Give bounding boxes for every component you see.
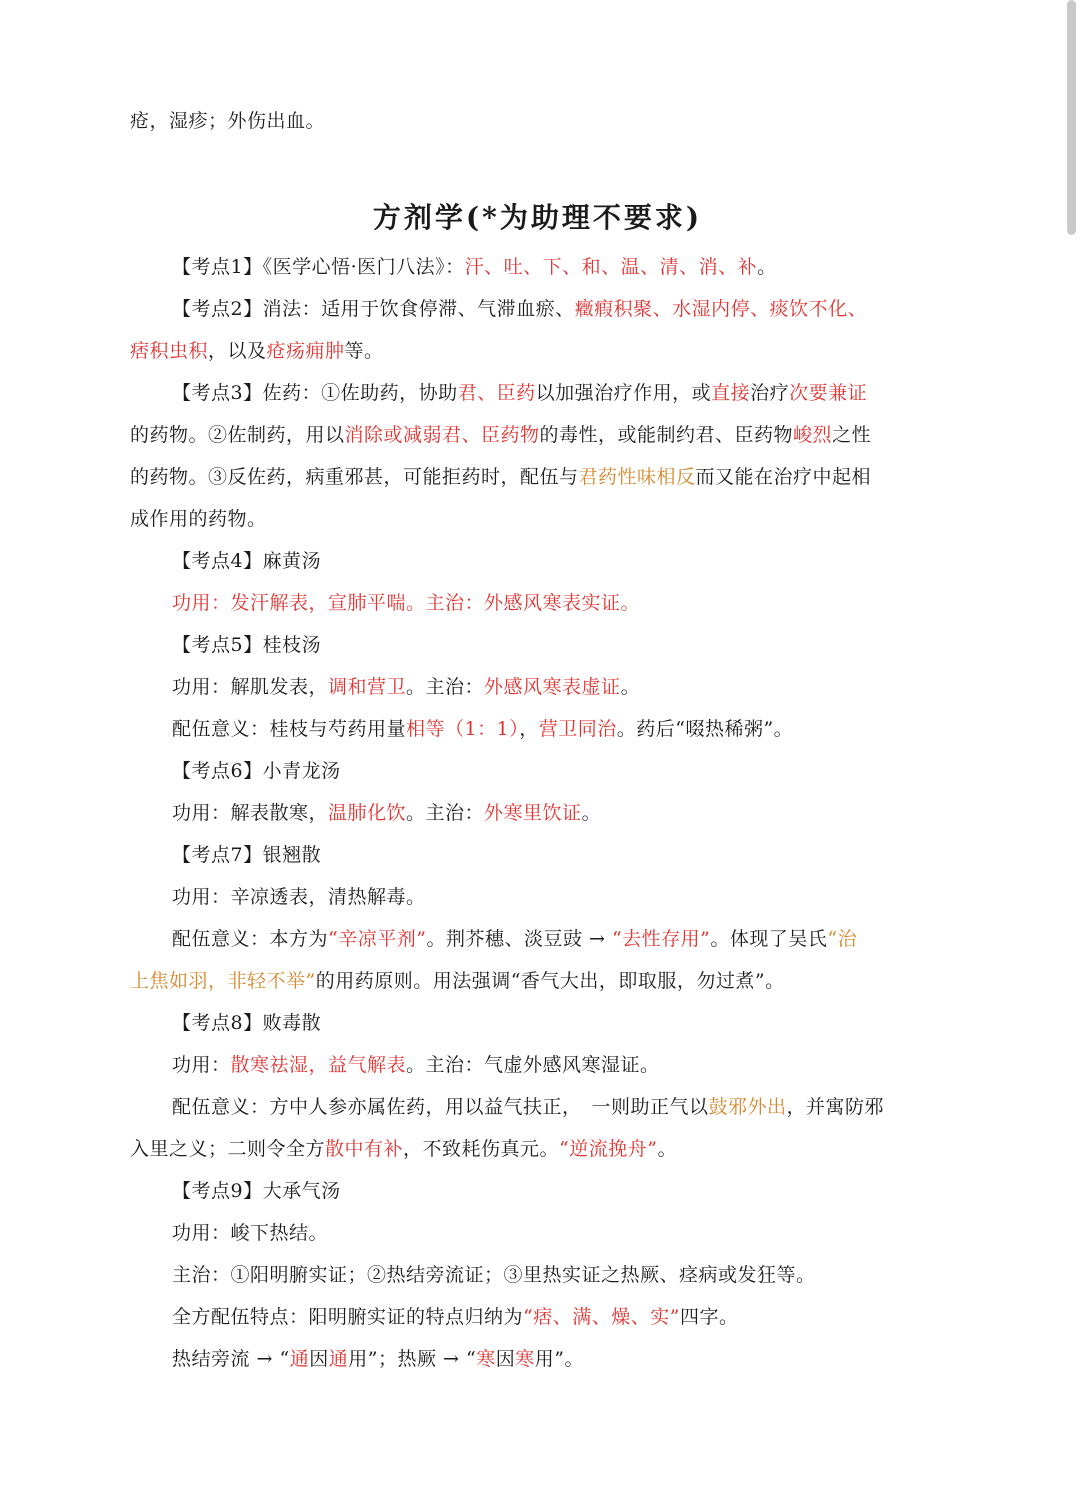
text-line [130, 876, 945, 918]
text-line [130, 372, 945, 414]
text-segment: 治疗 [750, 382, 790, 404]
text-segment: ，以及 [208, 340, 267, 362]
text-line [130, 330, 945, 372]
highlight-text: 相等（1：1） [406, 718, 520, 740]
text-line [130, 1128, 945, 1170]
text-segment: 之性 [832, 424, 872, 446]
highlight-text: 直接 [711, 382, 751, 404]
text-segment: 因 [309, 1348, 329, 1370]
text-segment: 。体现了吴氏 [710, 928, 828, 950]
highlight-text: 散中有补 [325, 1138, 404, 1160]
highlight-text: 汗、吐、下、和、温、清、消、补 [464, 256, 758, 278]
text-segment: 配伍意义：本方为 [172, 928, 329, 950]
text-line [130, 1212, 945, 1254]
text-segment: 的用药原则。用法强调“香气大出，即取服，勿过煮”。 [315, 970, 785, 992]
text-line [130, 1254, 945, 1296]
text-segment: 【考点4】麻黄汤 [172, 550, 322, 572]
text-segment: 功用：峻下热结。 [172, 1222, 329, 1244]
text-segment: 【考点8】败毒散 [172, 1012, 322, 1034]
highlight-text: 外感风寒表虚证 [484, 676, 621, 698]
text-line [130, 100, 945, 142]
text-segment: 配伍意义：方中人参亦属佐药，用以益气扶正， 一则助正气以 [172, 1096, 709, 1118]
text-segment: 等。 [344, 340, 384, 362]
text-segment: 。 [620, 676, 641, 698]
text-segment: 四字。 [679, 1306, 739, 1328]
text-line [130, 246, 945, 288]
text-line [130, 792, 945, 834]
highlight-text: 疮疡痈肿 [266, 340, 345, 362]
document-content [130, 100, 945, 1380]
text-segment: 。主治： [406, 802, 485, 824]
text-segment: 【考点1】《医学心悟·医门八法》： [172, 256, 465, 278]
text-segment: 功用：解肌发表， [172, 676, 329, 698]
text-line [130, 1170, 945, 1212]
highlight-text: 癥瘕积聚、水湿内停、痰饮不化、 [574, 298, 868, 320]
text-line [130, 1086, 945, 1128]
text-line [130, 1296, 945, 1338]
text-segment: 【考点6】小青龙汤 [172, 760, 341, 782]
text-line [130, 834, 945, 876]
text-segment: 。荆芥穗、淡豆豉 → [426, 928, 612, 950]
highlight-text: “辛凉平剂” [328, 928, 427, 950]
text-line [130, 540, 945, 582]
text-segment: 功用：解表散寒， [172, 802, 329, 824]
text-segment: 功用： [172, 1054, 231, 1076]
text-segment: 【考点9】大承气汤 [172, 1180, 341, 1202]
highlight-text: 鼓邪外出 [708, 1096, 787, 1118]
highlight-text: 营卫同治 [538, 718, 617, 740]
text-line [130, 1002, 945, 1044]
highlight-text: 痞积虫积 [130, 340, 209, 362]
text-line [130, 708, 945, 750]
highlight-text: 寒 [476, 1348, 496, 1370]
text-segment: 因 [495, 1348, 516, 1370]
scrollbar-thumb[interactable] [1067, 0, 1076, 235]
text-segment: ，不致耗伤真元。 [403, 1138, 560, 1160]
text-segment: 配伍意义：桂枝与芍药用量 [172, 718, 407, 740]
text-segment: 的药物。②佐制药，用以 [130, 424, 345, 446]
text-segment: 【考点2】消法：适用于饮食停滞、气滞血瘀、 [172, 298, 575, 320]
text-segment: 热结旁流 → “ [172, 1348, 290, 1370]
text-segment: 【考点7】银翘散 [172, 844, 322, 866]
text-line [130, 498, 945, 540]
text-segment: 。 [581, 802, 602, 824]
text-line [130, 918, 945, 960]
text-line [130, 456, 945, 498]
highlight-text: 次要兼证 [789, 382, 868, 404]
text-segment: 疮，湿疹；外伤出血。 [130, 110, 326, 132]
text-segment: 全方配伍特点：阳明腑实证的特点归纳为 [172, 1306, 524, 1328]
highlight-text: 温肺化饮 [328, 802, 407, 824]
text-line [130, 414, 945, 456]
highlight-text: 功用：发汗解表，宣肺平喘。主治：外感风寒表实证。 [172, 592, 641, 614]
text-segment: 主治：①阳明腑实证；②热结旁流证；③里热实证之热厥、痉病或发狂等。 [172, 1264, 816, 1286]
text-segment: ， [519, 718, 539, 740]
highlight-text: “治 [827, 928, 858, 950]
text-line [130, 288, 945, 330]
text-segment: 。药后“啜热稀粥”。 [616, 718, 794, 740]
text-segment: 的药物。③反佐药，病重邪甚，可能拒药时，配伍与 [130, 466, 579, 488]
highlight-text: “痞、满、燥、实” [523, 1306, 680, 1328]
highlight-text: 君、臣药 [457, 382, 536, 404]
highlight-text: 通 [289, 1348, 310, 1370]
highlight-text: 上焦如羽，非轻不举” [130, 970, 316, 992]
text-segment: 入里之义；二则令全方 [130, 1138, 326, 1160]
text-line [130, 624, 945, 666]
text-segment: ，并寓防邪 [786, 1096, 885, 1118]
highlight-text: 调和营卫 [328, 676, 407, 698]
text-segment: 。 [757, 256, 777, 278]
text-segment: 。主治：气虚外感风寒湿证。 [406, 1054, 660, 1076]
text-segment: 用”；热厥 → “ [348, 1348, 477, 1370]
text-line [130, 582, 945, 624]
highlight-text: 外寒里饮证 [484, 802, 582, 824]
highlight-text: “去性存用” [611, 928, 711, 950]
text-segment: 。主治： [406, 676, 485, 698]
text-line [130, 666, 945, 708]
text-line [130, 1044, 945, 1086]
text-segment: 成作用的药物。 [130, 508, 267, 530]
text-segment: 功用：辛凉透表，清热解毒。 [172, 886, 426, 908]
highlight-text: “逆流挽舟” [559, 1138, 658, 1160]
highlight-text: 君药性味相反 [578, 466, 696, 488]
highlight-text: 消除或减弱君、臣药物 [344, 424, 540, 446]
text-line [130, 750, 945, 792]
highlight-text: 散寒祛湿，益气解表 [230, 1054, 407, 1076]
text-segment: 【考点3】佐药：①佐助药，协助 [172, 382, 458, 404]
text-line [130, 1338, 945, 1380]
text-segment: 而又能在治疗中起相 [695, 466, 872, 488]
highlight-text: 通 [328, 1348, 349, 1370]
text-segment: 的毒性，或能制约君、臣药物 [539, 424, 794, 446]
section-title: 方剂学(*为助理不要求) [372, 201, 703, 234]
highlight-text: 峻烈 [793, 424, 833, 446]
text-segment: 以加强治疗作用，或 [535, 382, 712, 404]
highlight-text: 寒 [515, 1348, 535, 1370]
text-line [130, 960, 945, 1002]
text-segment: 用”。 [534, 1348, 584, 1370]
text-segment: 【考点5】桂枝汤 [172, 634, 322, 656]
text-segment: 。 [657, 1138, 677, 1160]
